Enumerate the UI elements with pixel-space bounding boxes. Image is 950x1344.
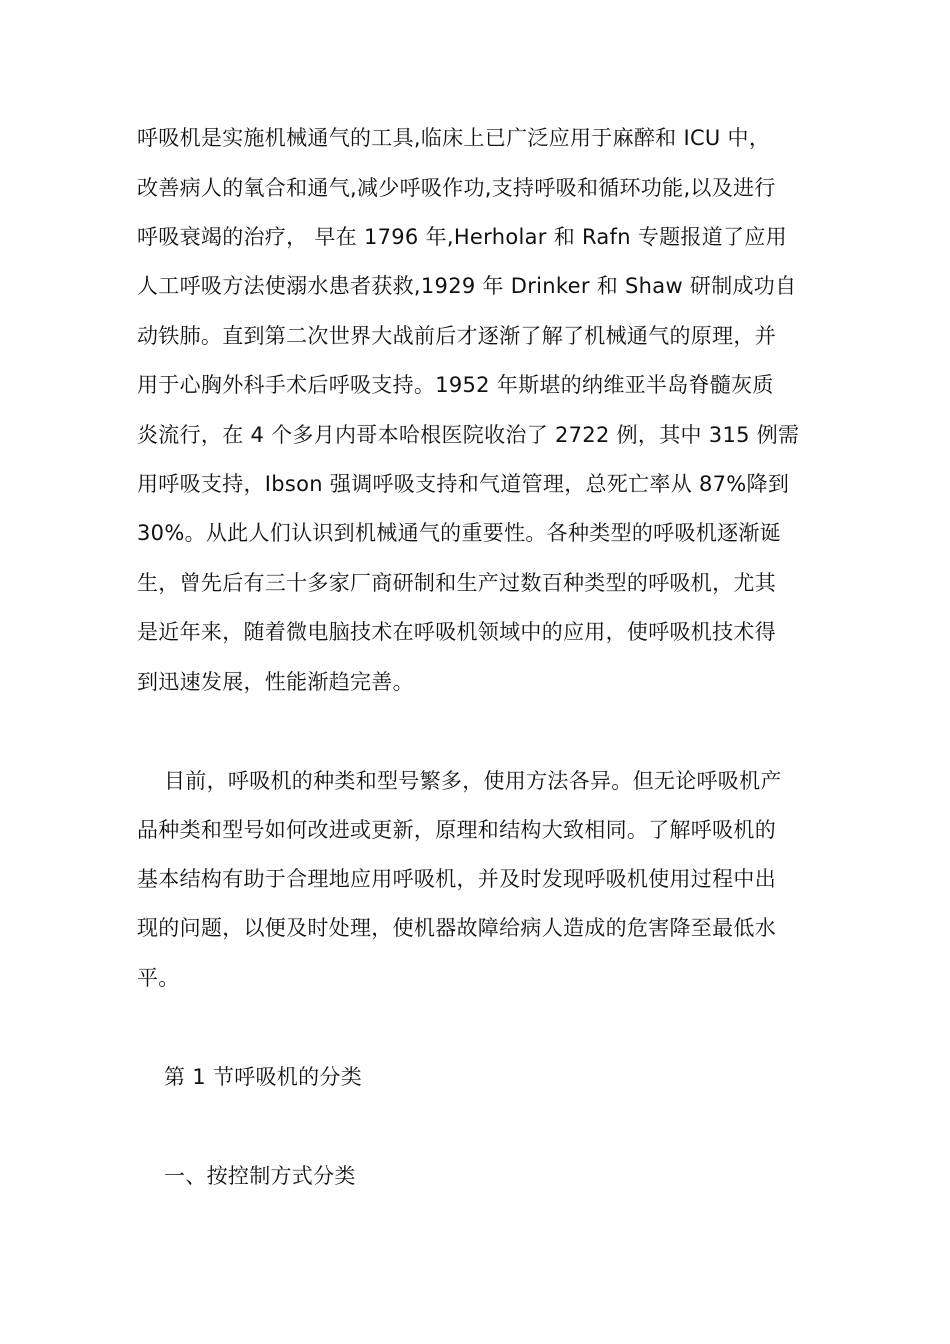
text-line: 品种类和型号如何改进或更新，原理和结构大致相同。了解呼吸机的 [137, 818, 776, 842]
text-line: 动铁肺。直到第二次世界大战前后才逐渐了解了机械通气的原理，并 [137, 324, 776, 348]
text-line: 用呼吸支持，Ibson 强调呼吸支持和气道管理，总死亡率从 87%降到 [137, 472, 790, 496]
text-line: 生，曾先后有三十多家厂商研制和生产过数百种类型的呼吸机，尤其 [137, 571, 776, 595]
text-line: 平。 [137, 966, 180, 990]
text-line: 改善病人的氧合和通气,减少呼吸作功,支持呼吸和循环功能,以及进行 [137, 176, 776, 200]
text-line: 现的问题，以便及时处理，使机器故障给病人造成的危害降至最低水 [137, 916, 776, 940]
text-line: 目前，呼吸机的种类和型号繁多，使用方法各异。但无论呼吸机产 [164, 769, 782, 793]
text-line: 呼吸机是实施机械通气的工具,临床上已广泛应用于麻醉和 ICU 中， [137, 126, 771, 150]
section-heading: 第 1 节呼吸机的分类 [164, 1065, 363, 1089]
text-line: 到迅速发展，性能渐趋完善。 [137, 670, 414, 694]
text-line: 炎流行，在 4 个多月内哥本哈根医院收治了 2722 例，其中 315 例需 [137, 423, 800, 447]
text-line: 人工呼吸方法使溺水患者获救,1929 年 Drinker 和 Shaw 研制成功自 [137, 274, 797, 298]
text-line: 30%。从此人们认识到机械通气的重要性。各种类型的呼吸机逐渐诞 [137, 521, 781, 545]
subsection-heading: 一、按控制方式分类 [164, 1164, 356, 1188]
text-line: 用于心胸外科手术后呼吸支持。1952 年斯堪的纳维亚半岛脊髓灰质 [137, 373, 774, 397]
text-line: 基本结构有助于合理地应用呼吸机，并及时发现呼吸机使用过程中出 [137, 867, 776, 891]
text-line: 是近年来，随着微电脑技术在呼吸机领域中的应用，使呼吸机技术得 [137, 620, 776, 644]
text-line: 呼吸衰竭的治疗， 早在 1796 年,Herholar 和 Rafn 专题报道了应用 [137, 225, 787, 249]
